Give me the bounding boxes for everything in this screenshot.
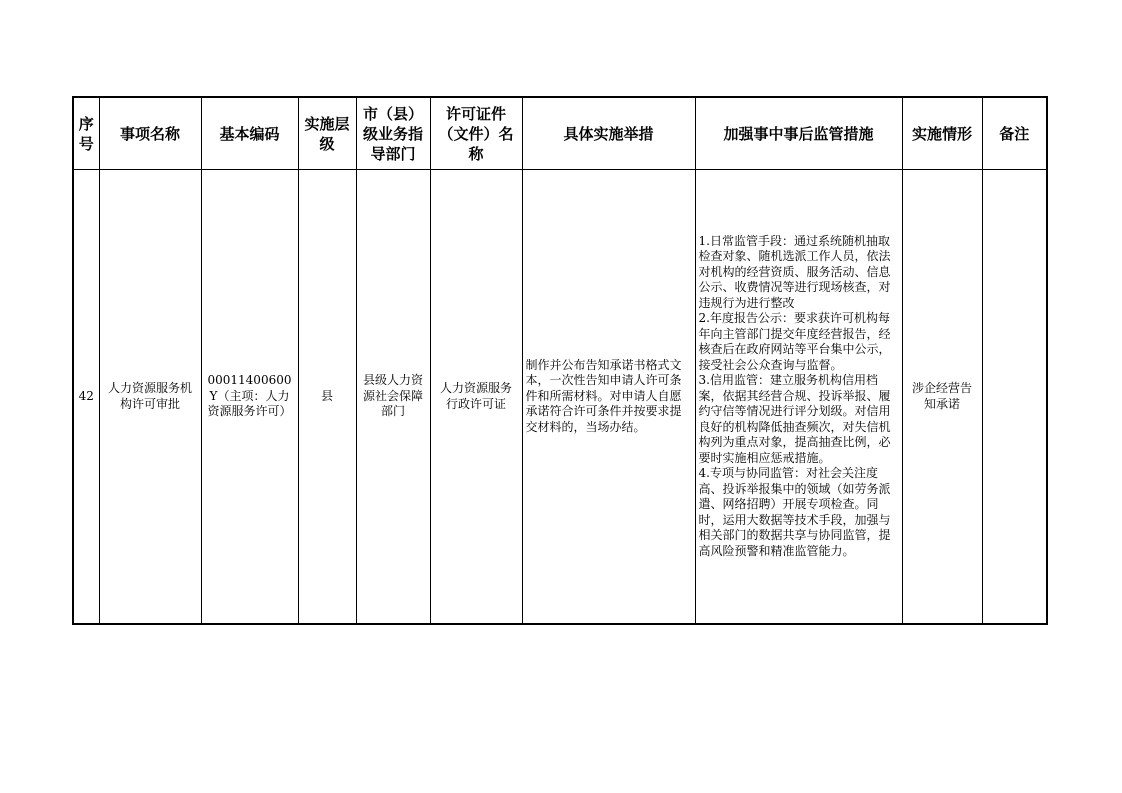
header-remark: 备注 [982,97,1047,170]
header-status: 实施情形 [902,97,982,170]
header-row [73,97,1047,170]
approval-items-table [72,96,1048,625]
cell-base-code: 00011400600Y（主项：人力资源服务许可） [201,170,298,625]
header-level: 实施层级 [298,97,356,170]
header-base-code: 基本编码 [201,97,298,170]
supervision-item: 4.专项与协同监管：对社会关注度高、投诉举报集中的领域（如劳务派遣、网络招聘）开展专项检查。同时，运用大数据等技术手段，加强与相关部门的数据共享与协同监管，提高风险预警和精准监管能力。 [698,466,891,558]
cell-dept: 县级人力资源社会保障部门 [356,170,430,625]
cell-status: 涉企经营告知承诺 [902,170,982,625]
header-supervision: 加强事中事后监管措施 [695,97,902,170]
cell-item-name: 人力资源服务机构许可审批 [99,170,201,625]
header-seq: 序号 [73,97,99,170]
supervision-item: 2.年度报告公示：要求获许可机构每年向主管部门提交年度经营报告，经核查后在政府网站等平台集中公示，接受社会公众查询与监督。 [698,311,891,372]
cell-remark [982,170,1047,625]
header-license: 许可证件（文件）名称 [430,97,522,170]
supervision-item: 3.信用监管：建立服务机构信用档案，依据其经营合规、投诉举报、履约守信等情况进行评分划级。对信用良好的机构降低抽查频次，对失信机构列为重点对象，提高抽查比例，必要时实施相应惩戒措施。 [698,373,891,465]
cell-seq: 42 [73,170,99,625]
supervision-item: 1.日常监管手段：通过系统随机抽取检查对象、随机选派工作人员，依法对机构的经营资质、服务活动、信息公示、收费情况等进行现场核查，对违规行为进行整改 [698,233,891,310]
cell-level: 县 [298,170,356,625]
cell-license: 人力资源服务行政许可证 [430,170,522,625]
header-dept: 市（县）级业务指导部门 [356,97,430,170]
cell-measures: 制作并公布告知承诺书格式文本，一次性告知申请人许可条件和所需材料。对申请人自愿承诺符合许可条件并按要求提交材料的，当场办结。 [522,170,695,625]
table-row [73,170,1047,625]
header-item-name: 事项名称 [99,97,201,170]
header-measures: 具体实施举措 [522,97,695,170]
cell-supervision [695,170,902,625]
